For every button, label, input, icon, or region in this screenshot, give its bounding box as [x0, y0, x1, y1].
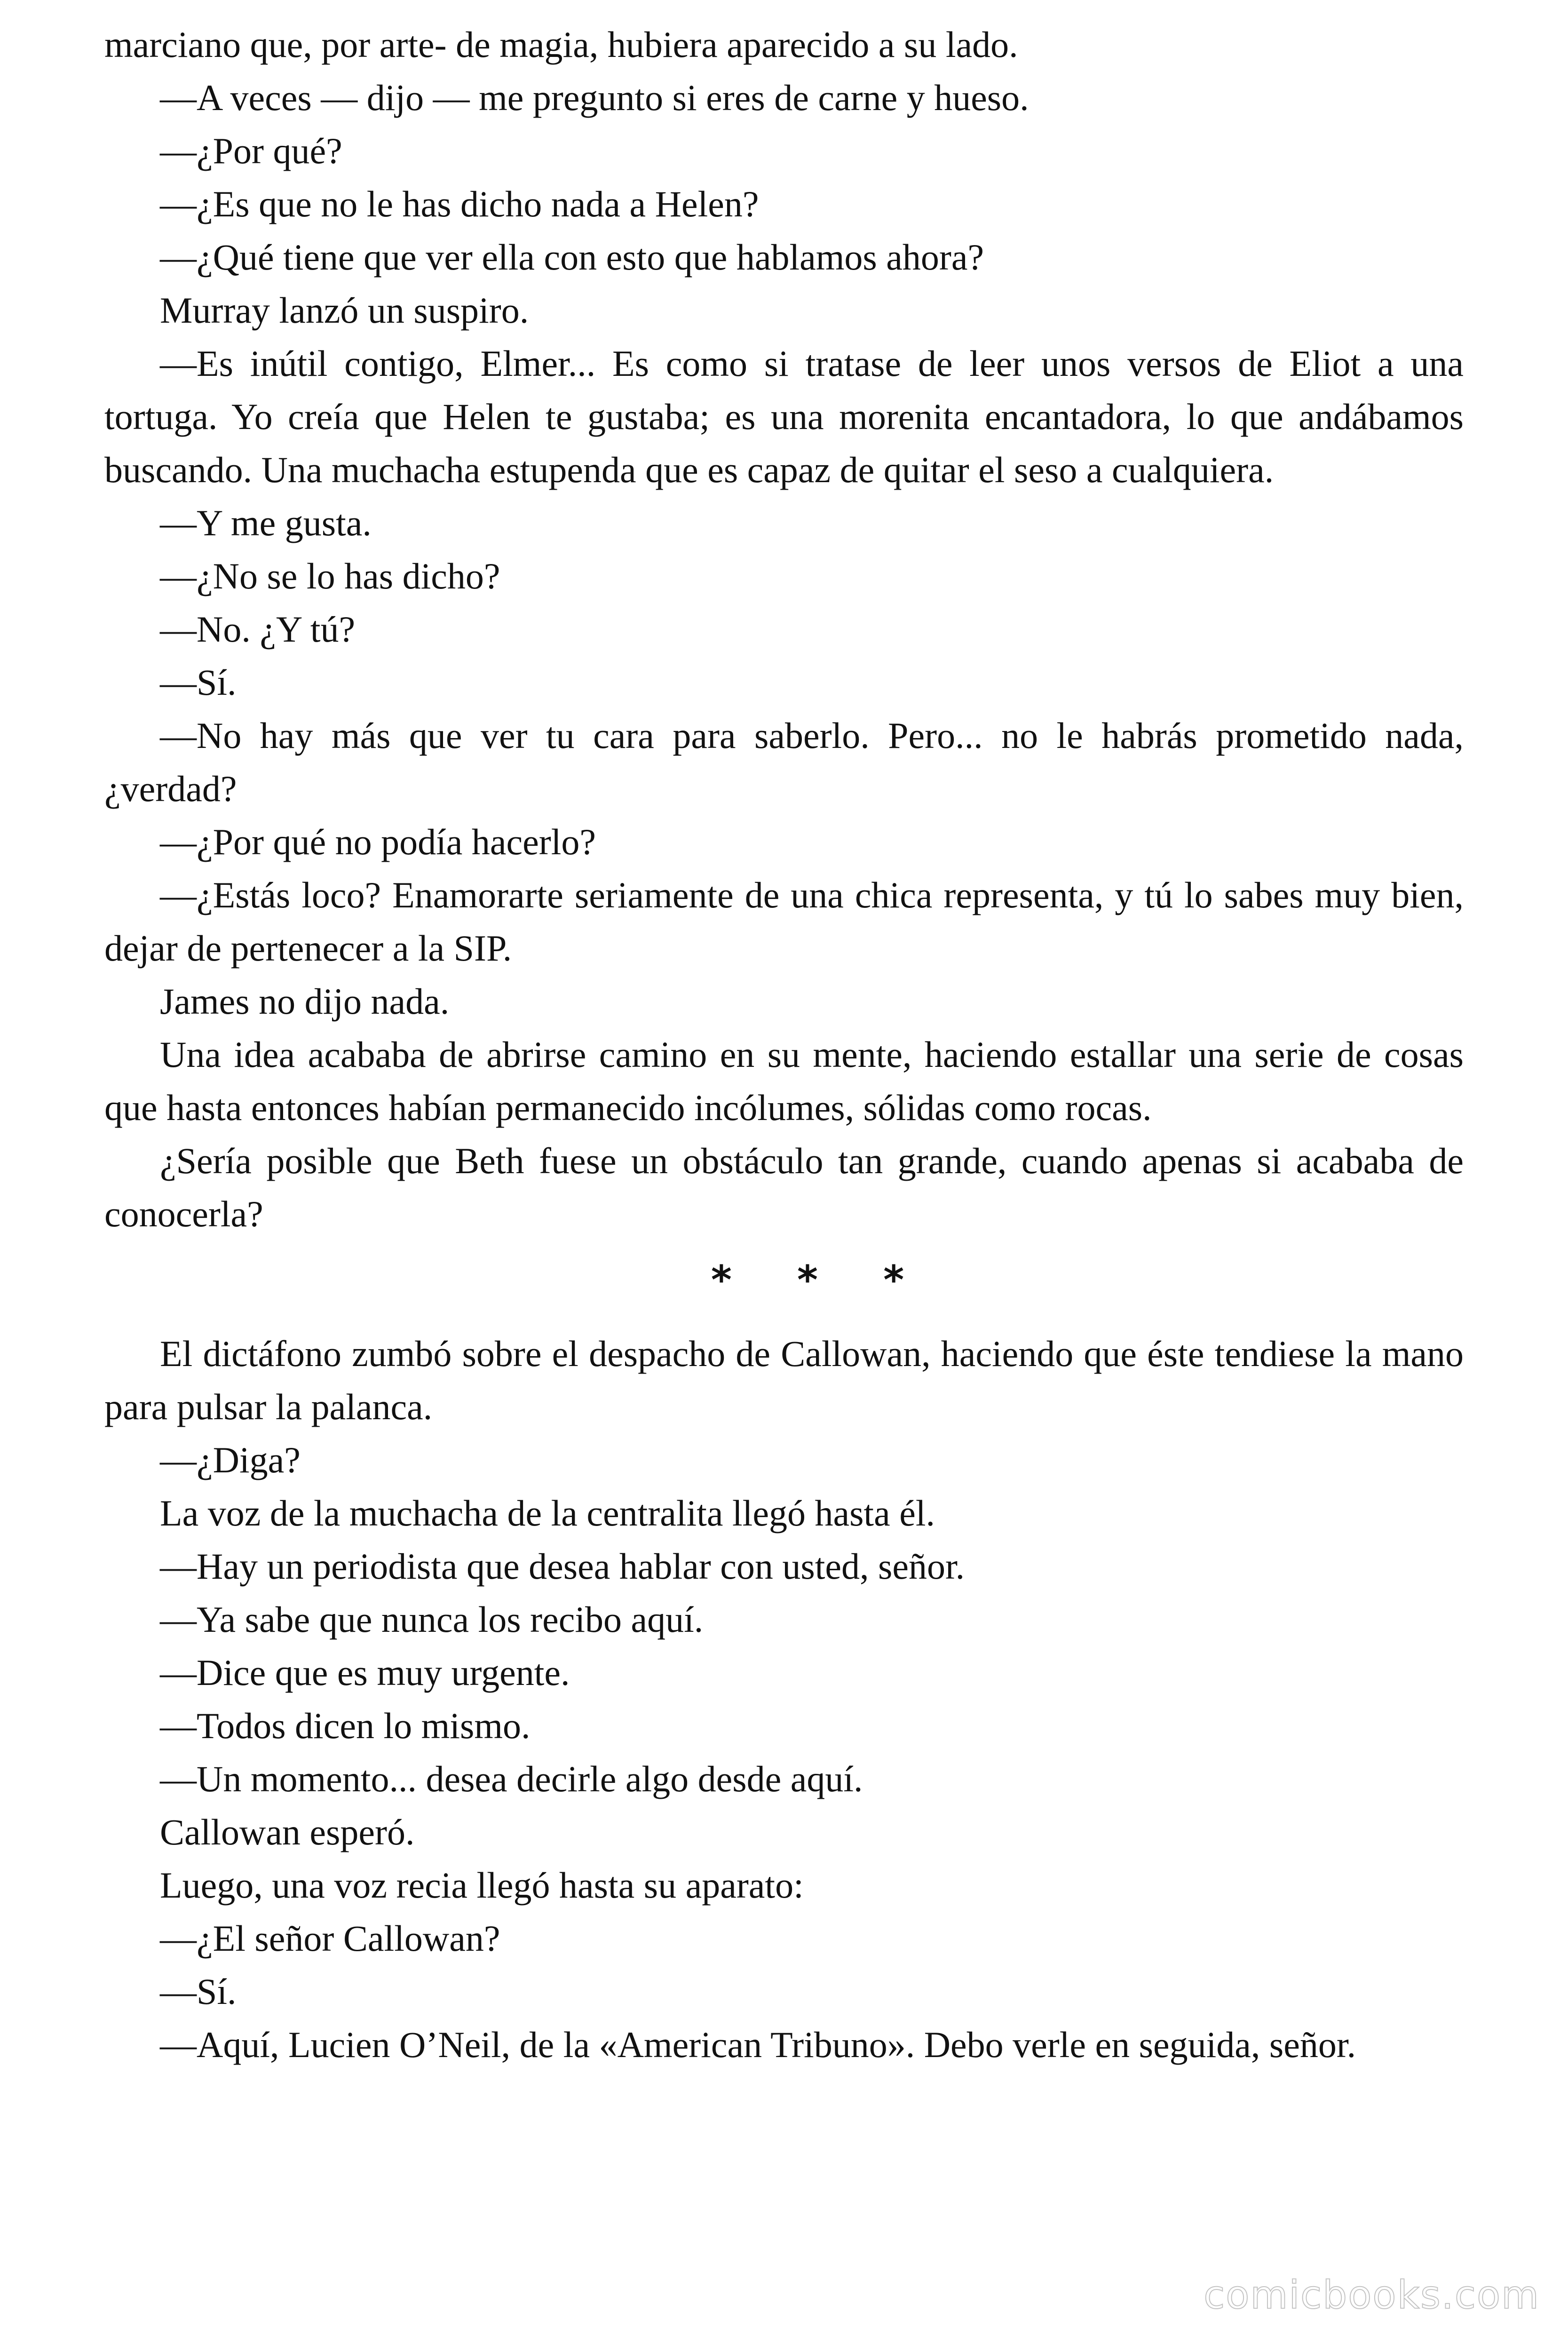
- paragraph: —No. ¿Y tú?: [160, 609, 356, 650]
- paragraph: La voz de la muchacha de la centralita llegó hasta él.: [160, 1493, 935, 1534]
- paragraph: —¿Es que no le has dicho nada a Helen?: [160, 183, 759, 224]
- paragraph: ¿Sería posible que Beth fuese un obstáculo tan grande, cuando apenas si acababa de conocerla?: [104, 1140, 1464, 1234]
- paragraph: James no dijo nada.: [160, 981, 450, 1022]
- paragraph: —¿No se lo has dicho?: [160, 556, 500, 596]
- paragraph: —¿Por qué no podía hacerlo?: [160, 821, 596, 862]
- paragraph: —¿Estás loco? Enamorarte seriamente de una chica representa, y tú lo sabes muy bien, dejar de pertenecer a la SIP.: [104, 874, 1464, 969]
- paragraph: —Dice que es muy urgente.: [160, 1652, 570, 1693]
- paragraph: —Y me gusta.: [160, 502, 372, 543]
- paragraph: El dictáfono zumbó sobre el despacho de Callowan, haciendo que éste tendiese la mano para pulsar la palanca.: [104, 1333, 1464, 1427]
- watermark-logo: comicbooks.com: [1204, 2273, 1540, 2318]
- paragraph: Murray lanzó un suspiro.: [160, 290, 529, 331]
- paragraph: —Un momento... desea decirle algo desde aquí.: [160, 1758, 863, 1799]
- paragraph: —¿Qué tiene que ver ella con esto que hablamos ahora?: [160, 237, 984, 278]
- paragraph: —A veces — dijo — me pregunto si eres de carne y hueso.: [160, 77, 1029, 118]
- paragraph: —Todos dicen lo mismo.: [160, 1705, 531, 1746]
- paragraph: —¿Diga?: [160, 1439, 301, 1480]
- section-separator: * * *: [711, 1257, 904, 1303]
- paragraph: —Es inútil contigo, Elmer... Es como si tratase de leer unos versos de Eliot a una tortuga. Yo creía que Helen te gustaba; es una morenita encantadora, lo que andábamos buscando. Una muchacha estupenda que es capaz de quitar el seso a cualquiera.: [104, 343, 1464, 490]
- paragraph: —Sí.: [160, 662, 237, 703]
- paragraph: Luego, una voz recia llegó hasta su aparato:: [160, 1865, 804, 1906]
- paragraph: —Aquí, Lucien O’Neil, de la «American Tribuno». Debo verle en seguida, señor.: [160, 2024, 1356, 2065]
- paragraph: —Sí.: [160, 1971, 237, 2012]
- paragraph: —¿Por qué?: [160, 130, 342, 171]
- page-text: [104, 18, 1464, 2071]
- text-section-top: [104, 18, 1464, 1240]
- paragraph: —¿El señor Callowan?: [160, 1918, 500, 1959]
- text-section-bottom: [104, 1327, 1464, 2071]
- paragraph: —No hay más que ver tu cara para saberlo. Pero... no le habrás prometido nada, ¿verdad?: [104, 715, 1464, 809]
- paragraph: marciano que, por arte- de magia, hubiera aparecido a su lado.: [104, 24, 1018, 65]
- paragraph: —Ya sabe que nunca los recibo aquí.: [160, 1599, 704, 1640]
- paragraph: Callowan esperó.: [160, 1812, 415, 1852]
- paragraph: Una idea acababa de abrirse camino en su mente, haciendo estallar una serie de cosas que hasta entonces habían permanecido incólumes, sólidas como rocas.: [104, 1034, 1464, 1128]
- paragraph: —Hay un periodista que desea hablar con usted, señor.: [160, 1546, 965, 1587]
